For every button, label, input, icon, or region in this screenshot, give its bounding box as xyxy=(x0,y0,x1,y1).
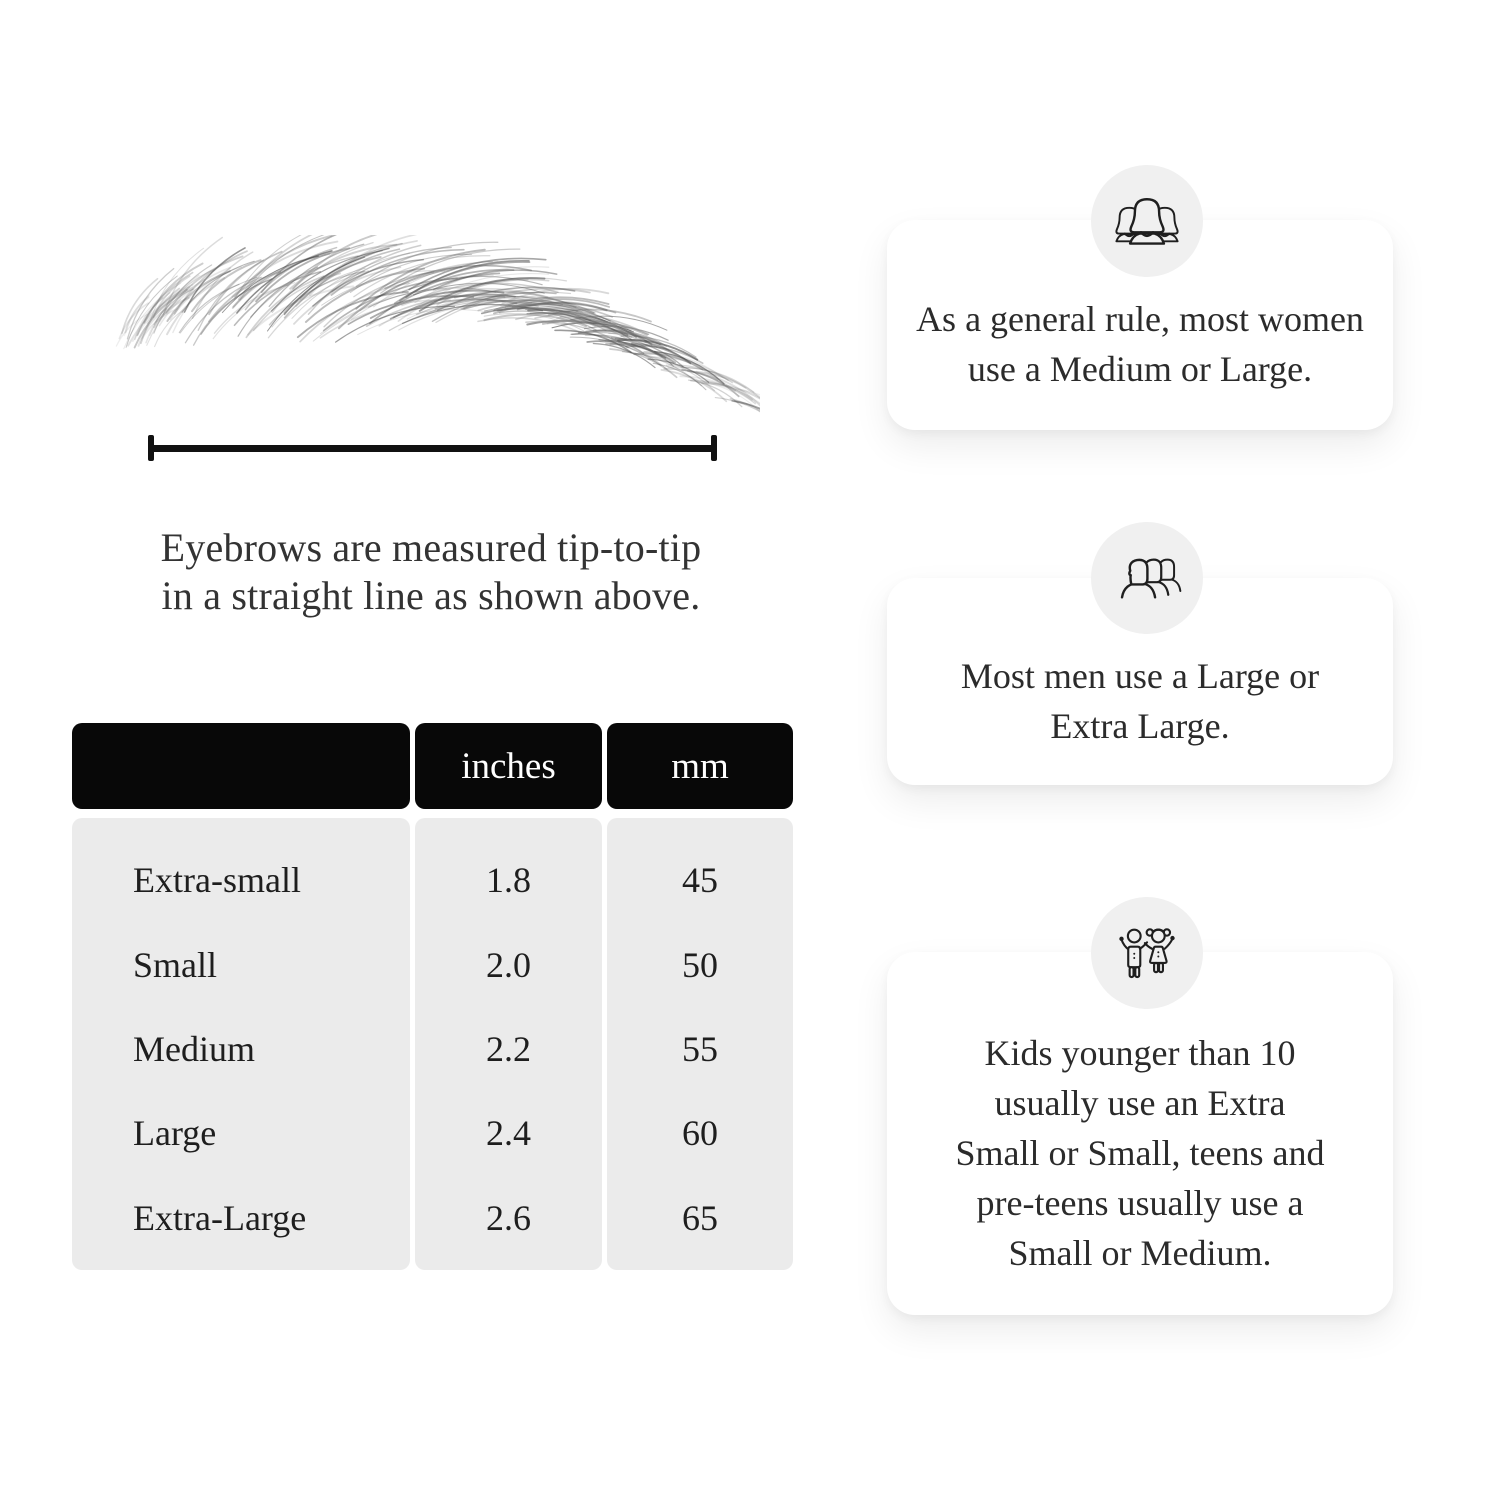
table-column-inches xyxy=(415,818,602,1270)
card-kids-text xyxy=(956,1028,1325,1278)
size-label: Extra-Large xyxy=(133,1197,307,1238)
table-header-size xyxy=(72,723,410,809)
kids-icon xyxy=(1113,923,1181,983)
inches-value: 2.6 xyxy=(486,1197,531,1238)
mm-value: 55 xyxy=(682,1029,718,1070)
card-text-line: pre-teens usually use a xyxy=(976,1182,1304,1223)
caption-line: Eyebrows are measured tip-to-tip xyxy=(160,525,702,570)
card-text-line: Small or Small, teens and xyxy=(955,1132,1325,1173)
card-text-line: Most men use a Large or xyxy=(960,655,1320,696)
caption-line: in a straight line as shown above. xyxy=(161,573,701,618)
card-text-line: Kids younger than 10 xyxy=(984,1032,1296,1073)
table-header-mm: mm xyxy=(607,723,793,809)
size-label: Large xyxy=(133,1113,217,1154)
card-text-line: Small or Medium. xyxy=(1008,1232,1272,1273)
size-label: Extra-small xyxy=(133,860,301,901)
mm-value: 45 xyxy=(682,860,718,901)
kids-icon-circle xyxy=(1091,897,1203,1009)
men-group-icon xyxy=(1108,549,1186,607)
table-column-mm xyxy=(607,818,793,1270)
measurement-caption xyxy=(70,524,792,620)
eyebrow-illustration xyxy=(100,235,760,435)
inches-value: 2.0 xyxy=(486,944,531,985)
mm-value: 65 xyxy=(682,1197,718,1238)
mm-value: 60 xyxy=(682,1113,718,1154)
women-group-icon xyxy=(1108,192,1186,250)
card-text-line: As a general rule, most women xyxy=(916,299,1364,339)
inches-value: 2.4 xyxy=(486,1113,531,1154)
women-icon-circle xyxy=(1091,165,1203,277)
mm-value: 50 xyxy=(682,944,718,985)
measurement-right-tick xyxy=(711,435,717,461)
measurement-bar xyxy=(148,445,717,452)
men-icon-circle xyxy=(1091,522,1203,634)
size-label: Medium xyxy=(133,1029,255,1070)
table-header-inches: inches xyxy=(415,723,602,809)
card-text-line: Extra Large. xyxy=(1050,705,1230,746)
size-label: Small xyxy=(133,944,218,985)
inches-value: 2.2 xyxy=(486,1029,531,1070)
measurement-line xyxy=(148,435,717,461)
card-text-line: use a Medium or Large. xyxy=(967,349,1313,389)
card-men-text xyxy=(961,651,1319,751)
card-women-text xyxy=(916,294,1364,394)
card-text-line: usually use an Extra xyxy=(994,1082,1286,1123)
table-column-labels xyxy=(72,818,410,1270)
inches-value: 1.8 xyxy=(486,860,531,901)
